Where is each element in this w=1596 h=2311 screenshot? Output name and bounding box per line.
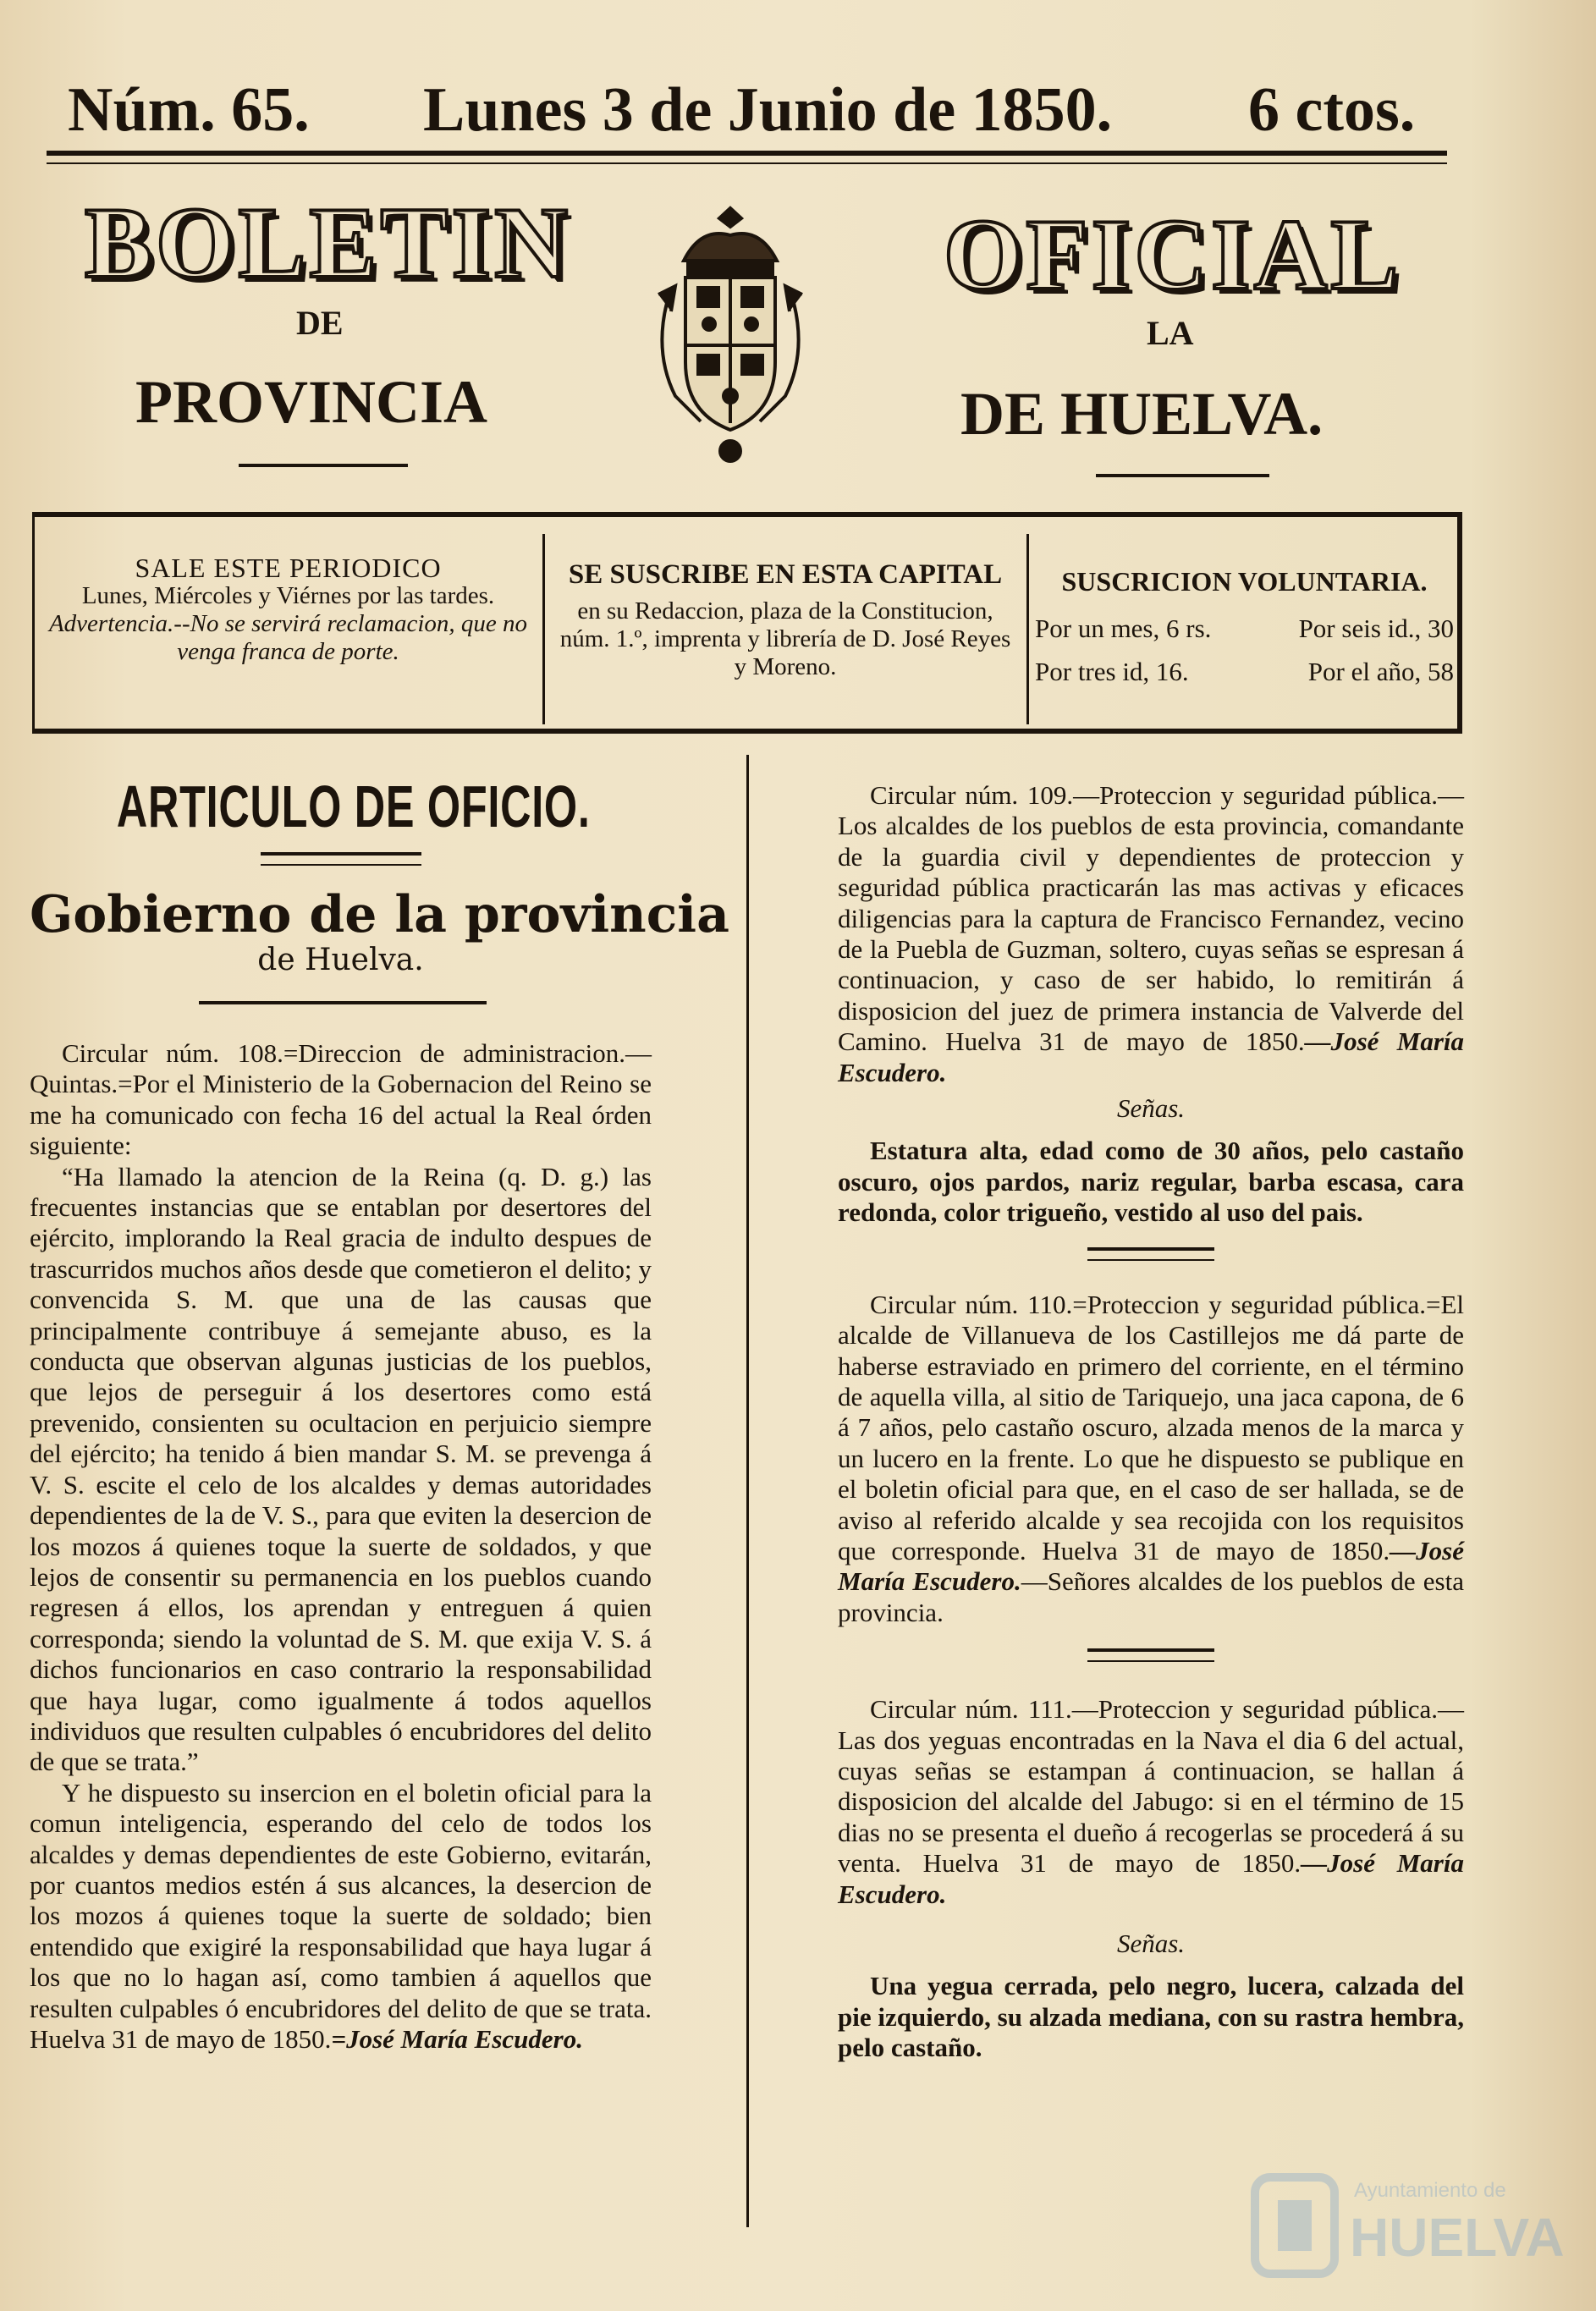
info-box-col2 <box>553 561 1018 681</box>
right-column <box>838 780 1464 2064</box>
issue-number: Núm. 65. <box>68 75 310 145</box>
watermark-line1: Ayuntamiento de <box>1354 2179 1506 2202</box>
coat-of-arms-emblem <box>650 201 811 472</box>
col1-title: SALE ESTE PERIODICO <box>135 553 442 583</box>
signature-108: =José María Escudero. <box>331 2024 583 2054</box>
col1-note: Advertencia.--No se servirá reclamacion, que no venga franca de porte. <box>48 610 528 665</box>
masthead-rule-right <box>1096 474 1269 477</box>
circular-111-text: Circular núm. 111.—Proteccion y seguridad pública.—Las dos yeguas encontradas en la Nava el dia 6 del actual, cuyas señas se estampan á continuacion, se hallan á disposicion del alcalde del Jabugo: si en el término de 15 dias no se presenta el dueño á recogerlas se procederá á su venta. Huelva 31 de mayo de 1850. <box>838 1694 1464 1879</box>
price-row-2-left: Por tres id, 16. <box>1035 657 1189 686</box>
masthead-provincia: PROVINCIA <box>135 368 488 436</box>
masthead-de-huelva: DE HUELVA. <box>960 380 1324 448</box>
issue-price: 6 ctos. <box>1248 75 1416 145</box>
header-rule-thin <box>47 162 1447 164</box>
separator-2 <box>1087 1648 1214 1662</box>
header-rule-thick <box>47 151 1447 156</box>
circular-109-text: Circular núm. 109.—Proteccion y seguridad pública.—Los alcaldes de los pueblos de esta provincia, comandante de la guardia civil y dependientes de proteccion y seguridad pública practicarán las mas activas y eficaces diligencias para la captura de Francisco Fernandez, vecino de la Puebla de Guzman, soltero, cuyas señas se espresan á continuacion, y caso de ser habido, lo remitirán á disposicion del juez de primera instancia de Valverde del Camino. Huelva 31 de mayo de 1850. <box>838 780 1464 1057</box>
info-box-col1 <box>45 554 531 666</box>
column-divider <box>746 755 749 2227</box>
signature-111: —José María Escudero. <box>838 1848 1464 1909</box>
left-column <box>30 766 729 2055</box>
separator-1 <box>1087 1247 1214 1261</box>
real-orden-text: “Ha llamado la atencion de la Reina (q. D. g.) las frecuentes instancias que se entablan por desertores del ejército, implorando la Real gracia de indulto despues de trascurridos muchos años desde que cometieron el delito; y convencida S. M. que una de las causas que principalmente contribuye á semejante abuso, es la conducta que observan algunas justicias de los pueblos, que lejos de perseguir á los desertores como está prevenido, consienten su ocultacion en perjuicio siempre del ejército; ha tenido á bien mandar S. M. se prevenga á V. S. escite el celo de los alcaldes y demas autoridades dependientes de la de V. S., para que eviten la desercion de los mozos á quienes toque la suerte de soldados, y que lejos de consentir su permanencia en los pueblos cuando regresen á ellos, los aprendan y entreguen á quien corresponda; siendo la voluntad de S. M. que exija V. S. á dichos funcionarios en caso contrario la responsabilidad que haya lugar, como igualmente á todos aquellos individuos que resulten culpables ó encubridores del delito de que se trata.” <box>30 1161 652 1777</box>
masthead-la: LA <box>1147 314 1194 352</box>
circular-108-closing <box>30 1778 652 2055</box>
section-title: ARTICULO DE OFICIO. <box>116 773 591 839</box>
signature-109: —José María Escudero. <box>838 1026 1464 1087</box>
gobierno-heading: Gobierno de la provincia <box>30 885 729 944</box>
watermark-shield-icon <box>1248 2171 1341 2281</box>
price-row-2-right: Por el año, 58 <box>1307 657 1454 686</box>
circular-111-description: Una yegua cerrada, pelo negro, lucera, calzada del pie izquierdo, su alzada mediana, con su rastra hembra, pelo castaño. <box>838 1971 1464 2063</box>
circular-108-intro: Circular núm. 108.=Direccion de administracion.—Quintas.=Por el Ministerio de la Gobernacion del Reino se me ha comunicado con fecha 16 del actual la Real órden siguiente: <box>30 1038 652 1161</box>
price-row-1 <box>1035 614 1454 642</box>
col2-text: en su Redaccion, plaza de la Constitucion, núm. 1.º, imprenta y librería de D. José Reyes y Moreno. <box>559 597 1011 680</box>
masthead-word-oficial: OFICIAL <box>944 198 1402 311</box>
circular-109 <box>838 780 1464 1088</box>
price-row-2 <box>1035 658 1454 685</box>
masthead-de: DE <box>296 304 344 342</box>
info-box-divider-1 <box>542 534 545 724</box>
issue-date: Lunes 3 de Junio de 1850. <box>423 75 1113 145</box>
info-box <box>32 512 1462 734</box>
circular-109-description: Estatura alta, edad como de 30 años, pelo castaño oscuro, ojos pardos, nariz regular, barba escasa, cara redonda, color trigueño, vestido al uso del pais. <box>838 1136 1464 1228</box>
col2-title: SE SUSCRIBE EN ESTA CAPITAL <box>568 559 1003 590</box>
col1-text: Lunes, Miércoles y Viérnes por las tardes. <box>81 582 495 609</box>
senas-heading-2: Señas. <box>1116 1929 1186 1958</box>
title-ornament <box>261 852 421 866</box>
senas-heading-1: Señas. <box>1116 1093 1186 1124</box>
heading-rule <box>199 1001 487 1004</box>
closing-text: Y he dispuesto su insercion en el boletin oficial para la comun inteligencia, esperando del celo de todos los alcaldes y demas dependientes de este Gobierno, evitarán, por cuantos medios estén á sus alcances, la desercion de los mozos á quienes toque la suerte de soldado; bien entendido que exigiré la responsabilidad que haya lugar á los que no lo hagan así, como tambien á aquellos que resulten culpables ó encubridores del delito de que se trata. Huelva 31 de mayo de 1850. <box>30 1777 652 2054</box>
circular-110 <box>838 1290 1464 1628</box>
col3-title: SUSCRICION VOLUNTARIA. <box>1061 566 1428 597</box>
info-box-divider-2 <box>1026 534 1029 724</box>
price-row-1-right: Por seis id., 30 <box>1298 614 1454 643</box>
info-box-col3 <box>1035 568 1454 685</box>
price-row-1-left: Por un mes, 6 rs. <box>1035 614 1212 643</box>
circular-111 <box>838 1694 1464 1910</box>
watermark-line2: HUELVA <box>1350 2207 1565 2268</box>
gobierno-subheading: de Huelva. <box>257 943 424 977</box>
masthead-word-boletin: BOLETIN <box>85 186 571 299</box>
left-text-block <box>30 1038 652 2055</box>
masthead-rule-left <box>239 464 408 467</box>
ayuntamiento-watermark <box>1248 2162 1565 2289</box>
circular-110-text: Circular núm. 110.=Proteccion y seguridad pública.=El alcalde de Villanueva de los Castillejos me dá parte de haberse estraviado en primero del corriente, en el término de aquella villa, al sitio de Tariquejo, una jaca capona, de 6 á 7 años, pelo castaño oscuro, alzada menos de la marca y un lucero en la frente. Lo que he dispuesto se publique en el boletin oficial para que, en el caso de ser hallada, se de aviso al referido alcalde y sea recojida con los requisitos que corresponde. Huelva 31 de mayo de 1850. <box>838 1289 1464 1565</box>
circular-110-end: —Señores alcaldes de los pueblos de esta provincia. <box>838 1566 1464 1627</box>
signature-110: —José María Escudero. <box>838 1535 1464 1597</box>
